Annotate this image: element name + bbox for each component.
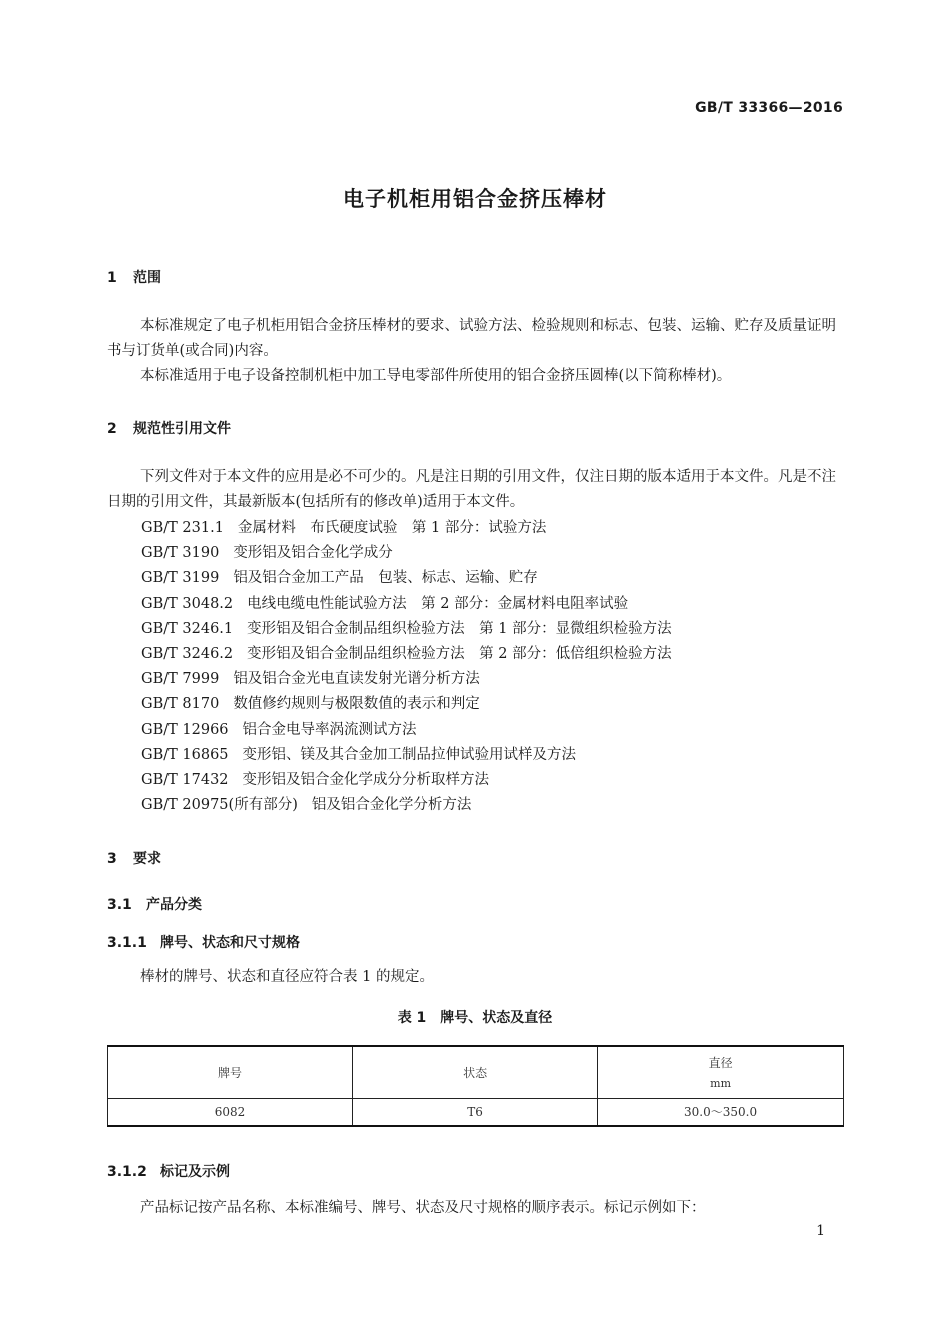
section-title: 牌号、状态和尺寸规格 [160,935,300,951]
reference-item [141,566,672,591]
cell-temper: T6 [353,1098,598,1126]
section-2-heading [107,418,231,438]
reference-list [141,516,672,818]
reference-item [141,541,672,566]
header-temper: 状态 [353,1046,598,1098]
header-diameter [598,1046,844,1098]
section-3-1-heading [107,894,202,914]
section-number: 2 [107,421,117,437]
reference-code: GB/T 3199 [141,570,220,587]
reference-title: 金属材料 布氏硬度试验 第 1 部分：试验方法 [237,520,547,536]
reference-title: 变形铝、镁及其合金加工制品拉伸试验用试样及方法 [242,746,577,763]
table-header-row [108,1046,844,1098]
reference-code: GB/T 20975(所有部分) [141,797,298,814]
section-title: 规范性引用文件 [133,421,231,437]
reference-item [141,617,672,642]
reference-code: GB/T 231.1 [141,520,224,536]
section-number: 3.1.1 [107,935,147,951]
section-1-body [107,314,844,389]
reference-title: 数值修约规则与极限数值的表示和判定 [233,696,480,713]
table-caption: 表 1 牌号、状态及直径 [397,1010,553,1026]
section-3-heading [107,848,161,868]
reference-item [141,592,672,617]
reference-item [141,642,672,667]
reference-item [141,768,672,793]
section-number: 3.1 [107,897,132,913]
paragraph: 本标准规定了电子机柜用铝合金挤压棒材的要求、试验方法、检验规则和标志、包装、运输、贮存及质量证明书与订货单(或合同)内容。 [107,318,836,359]
reference-code: GB/T 8170 [141,696,220,713]
reference-code: GB/T 12966 [141,721,229,738]
section-1-heading [107,267,161,287]
cell-grade: 6082 [108,1098,353,1126]
cell-diameter: 30.0～350.0 [598,1098,844,1126]
reference-title: 铝及铝合金加工产品 包装、标志、运输、贮存 [233,570,538,587]
section-2-intro [107,465,844,515]
paragraph: 下列文件对于本文件的应用是必不可少的。凡是注日期的引用文件，仅注日期的版本适用于本文件。凡是不注日期的引用文件，其最新版本(包括所有的修改单)适用于本文件。 [107,469,836,510]
section-3-1-1-heading [107,932,300,952]
page-number: 1 [816,1223,825,1239]
section-3-1-2-heading [107,1161,230,1181]
section-number: 3 [107,851,117,867]
reference-title: 电线电缆电性能试验方法 第 2 部分：金属材料电阻率试验 [247,595,629,612]
section-title: 产品分类 [146,897,202,913]
reference-title: 铝及铝合金化学分析方法 [311,797,472,814]
reference-item [141,743,672,768]
section-title: 范围 [133,270,161,286]
reference-code: GB/T 3048.2 [141,595,234,612]
header-diameter-label: 直径 [708,1056,733,1071]
reference-code: GB/T 16865 [141,746,229,763]
reference-item [141,667,672,692]
document-title: 电子机柜用铝合金挤压棒材 [343,187,607,211]
reference-code: GB/T 3246.2 [141,646,234,663]
paragraph: 本标准适用于电子设备控制机柜中加工导电零部件所使用的铝合金挤压圆棒(以下简称棒材)。 [140,368,732,384]
section-number: 3.1.2 [107,1164,147,1180]
section-title: 要求 [133,851,161,867]
section-3-1-2-text: 产品标记按产品名称、本标准编号、牌号、状态及尺寸规格的顺序表示。标记示例如下： [140,1200,706,1216]
reference-item [141,718,672,743]
table-row [108,1098,844,1126]
reference-item [141,516,672,541]
reference-title: 变形铝及铝合金制品组织检验方法 第 1 部分：显微组织检验方法 [247,620,672,637]
reference-code: GB/T 17432 [141,772,229,789]
reference-code: GB/T 7999 [141,671,220,688]
section-title: 标记及示例 [160,1164,230,1180]
reference-title: 变形铝及铝合金制品组织检验方法 第 2 部分：低倍组织检验方法 [247,646,672,663]
spec-table [107,1045,844,1127]
header-grade: 牌号 [108,1046,353,1098]
section-number: 1 [107,270,117,286]
reference-title: 变形铝及铝合金化学成分分析取样方法 [242,772,490,789]
reference-item [141,692,672,717]
header-diameter-unit: mm [710,1077,732,1091]
reference-title: 铝及铝合金光电直读发射光谱分析方法 [233,671,480,688]
reference-item [141,793,672,818]
reference-code: GB/T 3246.1 [141,620,234,637]
standard-number: GB/T 33366—2016 [695,100,843,116]
reference-title: 铝合金电导率涡流测试方法 [242,721,417,738]
reference-title: 变形铝及铝合金化学成分 [233,545,393,562]
section-3-1-1-text: 棒材的牌号、状态和直径应符合表 1 的规定。 [140,969,434,985]
reference-code: GB/T 3190 [141,545,220,562]
